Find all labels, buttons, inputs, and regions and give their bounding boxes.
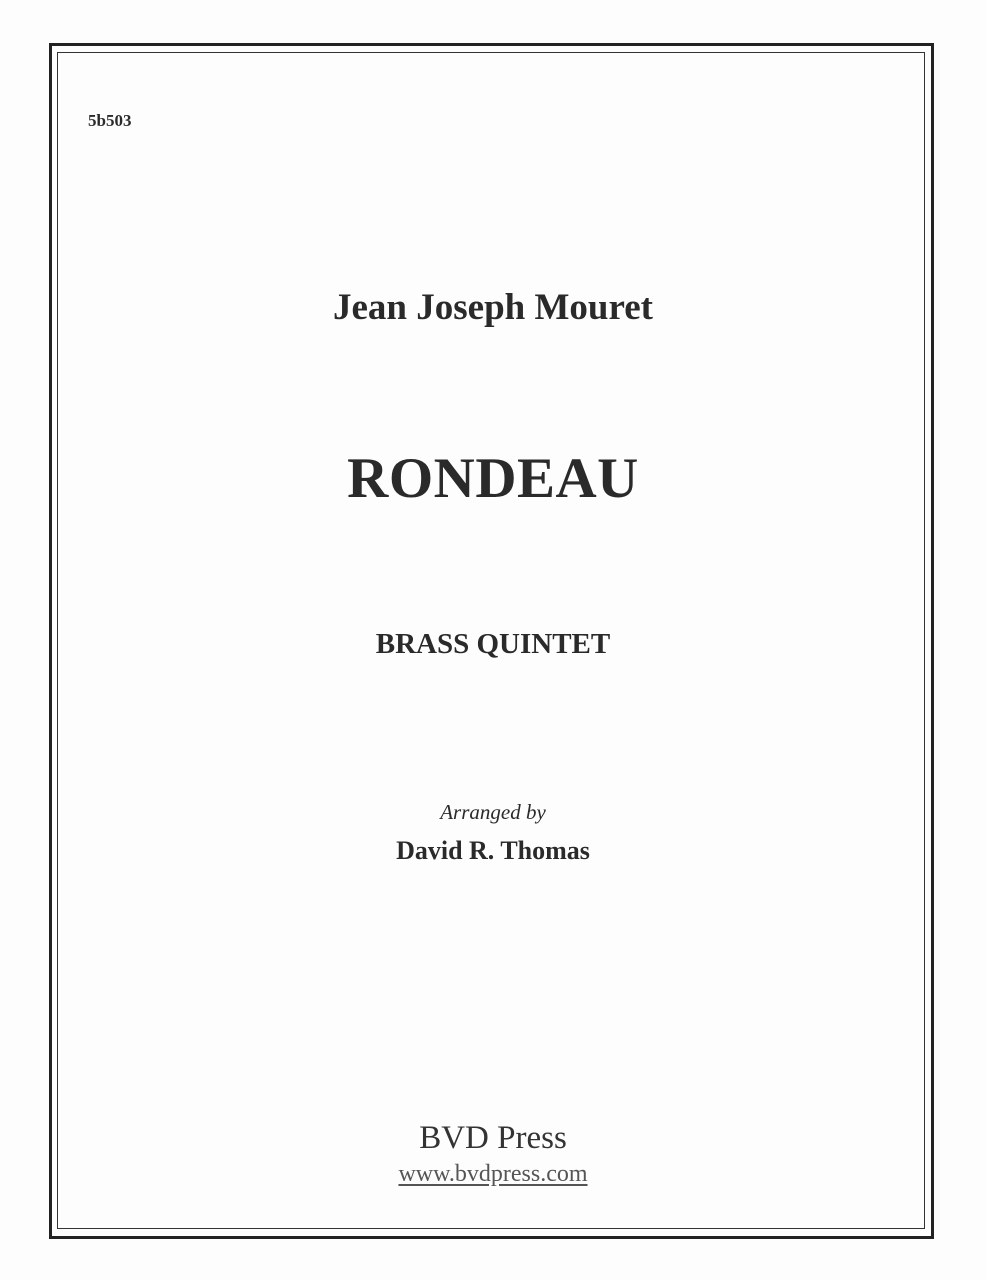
arranger-name: David R. Thomas (396, 836, 590, 865)
composer-name: Jean Joseph Mouret (333, 287, 653, 328)
publisher-name: BVD Press (419, 1120, 567, 1156)
arranged-by-label: Arranged by (440, 800, 546, 824)
catalog-number: 5b503 (88, 111, 132, 130)
piece-title: RONDEAU (347, 447, 639, 510)
ensemble-label: BRASS QUINTET (375, 628, 611, 660)
publisher-website-link[interactable]: www.bvdpress.com (398, 1161, 588, 1187)
